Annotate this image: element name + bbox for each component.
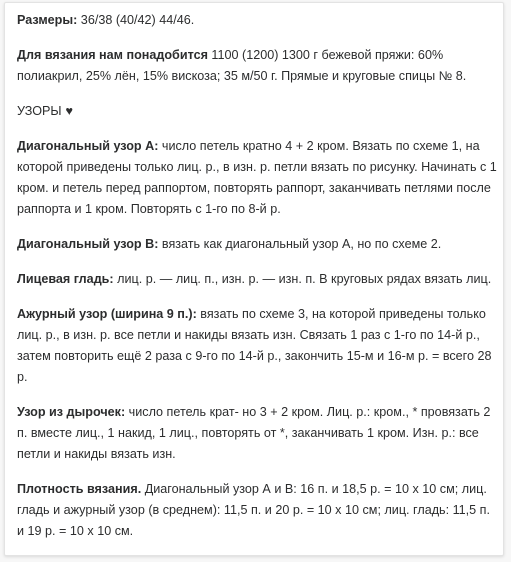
sizes-text: 36/38 (40/42) 44/46. (77, 13, 195, 27)
diagonal-a-text: число петель кратно 4 + 2 кром. Вязать по схеме 1, на которой приведены только лиц. р., в изн. р. петли вязать по рисунку. Начинать с 1 кром. и петель перед раппортом, повторять раппорт, заканчивать петлями после раппорта и 1 кром. Повторять с 1-го по 8-й р. (17, 139, 497, 216)
stockinette-label: Лицевая гладь: (17, 272, 114, 286)
lace-paragraph (17, 304, 497, 388)
diagonal-a-label: Диагональный узор А: (17, 139, 159, 153)
heart-icon: ♥ (65, 104, 74, 118)
eyelets-label: Узор из дырочек: (17, 405, 126, 419)
patterns-heading (17, 101, 497, 122)
diagonal-a-paragraph (17, 136, 497, 220)
diagonal-b-paragraph (17, 234, 497, 255)
materials-text: 1100 (1200) 1300 г бежевой пряжи: 60% полиакрил, 25% лён, 15% вискоза; 35 м/50 г. Прямые и круговые спицы № 8. (17, 48, 467, 83)
stockinette-paragraph (17, 269, 497, 290)
gauge-label: Плотность вязания. (17, 482, 142, 496)
post-content (17, 10, 497, 556)
diagonal-b-label: Диагональный узор В: (17, 237, 159, 251)
gauge-paragraph (17, 479, 497, 542)
stockinette-text: лиц. р. — лиц. п., изн. р. — изн. п. В круговых рядах вязать лиц. (113, 272, 492, 286)
materials-label: Для вязания нам понадобится (17, 48, 208, 62)
lace-label: Ажурный узор (ширина 9 п.): (17, 307, 197, 321)
lace-text: вязать по схеме 3, на которой приведены только лиц. р., в изн. р. все петли и накиды вязать изн. Связать 1 раз с 1-го по 14-й р., затем повторить ещё 2 раза с 9-го по 14-й р., закончить 15-м и 16-м р. = всего 28 р. (17, 307, 492, 384)
eyelets-text: число петель крат- но 3 + 2 кром. Лиц. р.: кром., * провязать 2 п. вместе лиц., 1 накид, 1 лиц., повторять от *, заканчивать 1 кром. Изн. р.: все петли и накиды вязать изн. (17, 405, 491, 461)
patterns-heading-text: УЗОРЫ (17, 104, 62, 118)
diagonal-b-text: вязать как диагональный узор А, но по схеме 2. (158, 237, 442, 251)
materials-paragraph (17, 45, 497, 87)
sizes-paragraph (17, 10, 497, 31)
gauge-text: Диагональный узор А и В: 16 п. и 18,5 р. = 10 x 10 см; лиц. гладь и ажурный узор (в среднем): 11,5 п. и 20 р. = 10 x 10 см; лиц. гладь: 11,5 п. и 19 р. = 10 x 10 см. (17, 482, 491, 538)
sizes-label: Размеры: (17, 13, 78, 27)
eyelets-paragraph (17, 402, 497, 465)
post-card (4, 2, 504, 556)
